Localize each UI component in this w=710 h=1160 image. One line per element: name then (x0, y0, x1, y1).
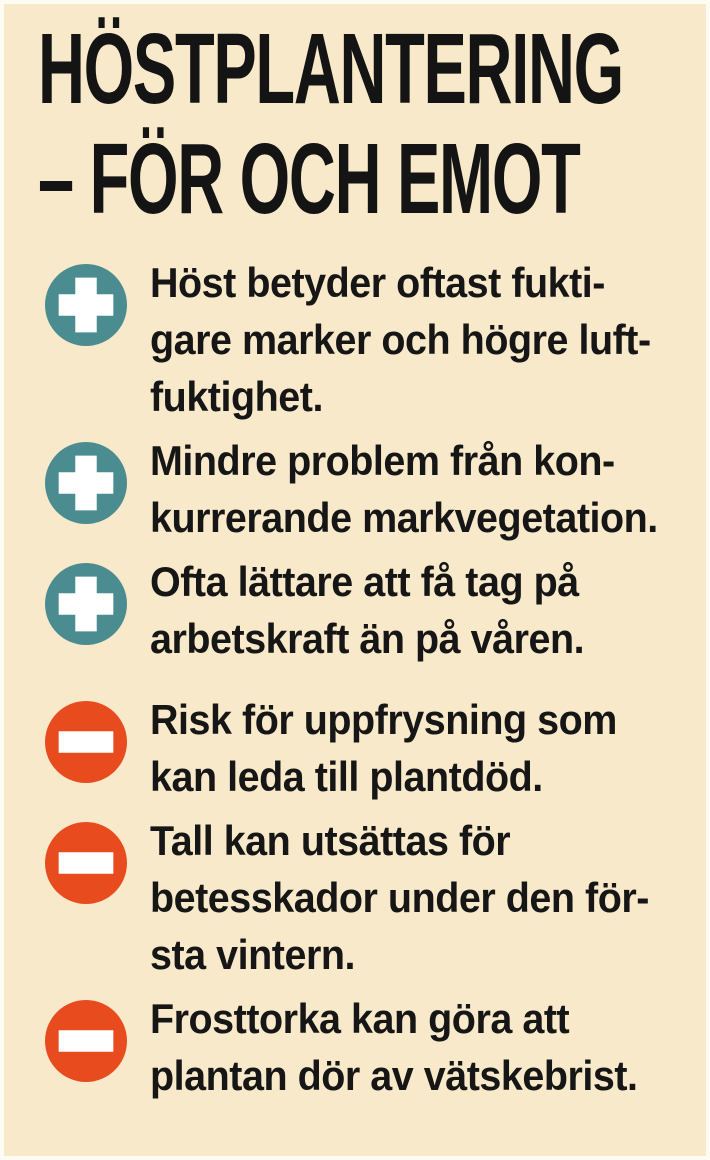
plus-icon (45, 442, 127, 524)
minus-icon (45, 1000, 127, 1082)
list-item (45, 254, 706, 425)
plus-icon (45, 264, 127, 346)
plus-icon (45, 563, 127, 645)
text-line: kurrerande markvegetation. (150, 494, 658, 541)
text-line: Ofta lättare att få tag på (150, 558, 579, 605)
minus-icon (45, 701, 127, 783)
text-line: betesskador under den för- (150, 874, 649, 921)
title-line-1: HÖSTPLANTERING (38, 13, 623, 125)
page-title (38, 13, 623, 235)
list-item (45, 432, 706, 546)
text-line: Tall kan utsättas för (150, 817, 511, 864)
item-text (150, 990, 638, 1104)
minus-icon (45, 822, 127, 904)
text-line: sta vintern. (150, 931, 355, 978)
infographic-panel (4, 4, 706, 1156)
text-line: kan leda till plantdöd. (150, 753, 543, 800)
item-text (150, 432, 658, 546)
title-line-2: – FÖR OCH EMOT (38, 123, 580, 235)
text-line: arbetskraft än på våren. (150, 615, 585, 662)
text-line: fuktighet. (150, 373, 323, 420)
text-line: Mindre problem från kon- (150, 437, 615, 484)
list-item (45, 553, 706, 667)
list-item (45, 812, 706, 983)
text-line: Höst betyder oftast fukti- (150, 259, 605, 306)
item-text (150, 254, 651, 425)
text-line: Risk för uppfrysning som (150, 696, 617, 743)
pros-cons-list (4, 254, 706, 1104)
list-item (45, 691, 706, 805)
item-text (150, 812, 649, 983)
list-item (45, 990, 706, 1104)
text-line: plantan dör av vätskebrist. (150, 1052, 638, 1099)
item-text (150, 553, 584, 667)
text-line: Frosttorka kan göra att (150, 995, 570, 1042)
item-text (150, 691, 617, 805)
text-line: gare marker och högre luft- (150, 316, 651, 363)
